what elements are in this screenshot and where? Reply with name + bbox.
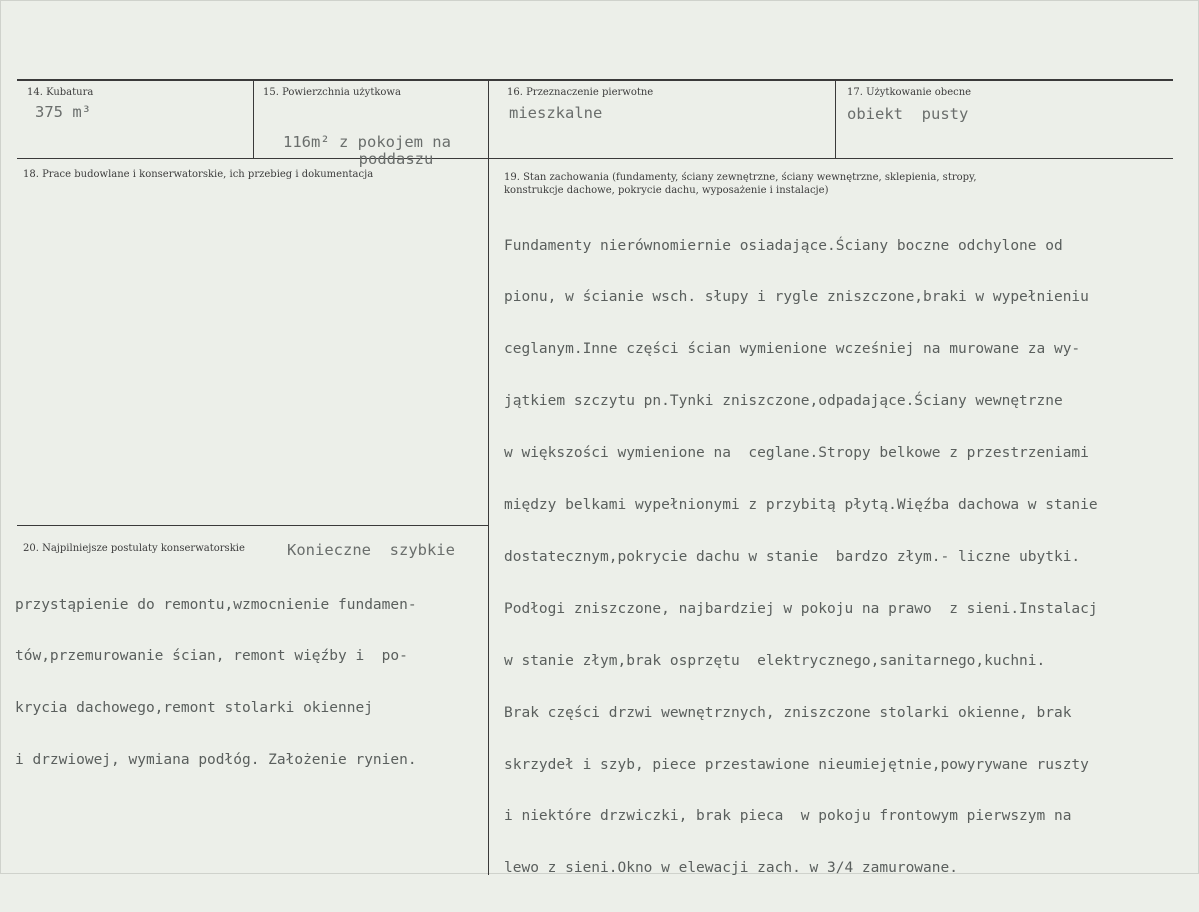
- field-20-line: i drzwiowej, wymiana podłóg. Założenie rynien.: [15, 752, 417, 769]
- section-20-rule: [17, 525, 488, 526]
- field-19-line: Fundamenty nierównomiernie osiadające.Ściany boczne odchylone od: [504, 237, 1063, 254]
- field-15-value-line: poddaszu: [358, 149, 434, 168]
- field-19-line: w większości wymienione na ceglane.Stropy belkowe z przestrzeniami: [504, 445, 1089, 462]
- mid-rule: [17, 158, 1173, 159]
- field-19-line: Brak części drzwi wewnętrznych, zniszczone stolarki okienne, brak: [504, 704, 1072, 721]
- field-19-line: dostatecznym,pokrycie dachu w stanie bardzo złym.- liczne ubytki.: [504, 548, 1081, 565]
- field-19-value: [504, 203, 1098, 912]
- field-19-label: [504, 171, 1184, 197]
- field-19-label-line: konstrukcje dachowe, pokrycie dachu, wyposażenie i instalacje): [504, 185, 829, 196]
- field-19-label-line: 19. Stan zachowania (fundamenty, ściany zewnętrzne, ściany wewnętrzne, sklepienia, stropy,: [504, 172, 977, 183]
- field-15-value: [283, 99, 451, 203]
- field-19-line: i niektóre drzwiczki, brak pieca w pokoju frontowym pierwszym na: [504, 808, 1072, 825]
- field-19-line: jątkiem szczytu pn.Tynki zniszczone,odpadające.Ściany wewnętrzne: [504, 393, 1063, 410]
- field-20-value: [15, 562, 417, 804]
- field-19-line: Podłogi zniszczone, najbardziej w pokoju na prawo z sieni.Instalacj: [504, 600, 1098, 617]
- field-15-value-line: 116m² z pokojem na: [283, 132, 451, 151]
- field-14-value: 375 m³: [35, 103, 91, 121]
- field-16-value: mieszkalne: [509, 104, 603, 122]
- field-20-line: tów,przemurowanie ścian, remont więźby i po-: [15, 648, 408, 665]
- field-20-first-line: Konieczne szybkie: [287, 541, 455, 559]
- top-rule: [17, 79, 1173, 81]
- field-20-line: krycia dachowego,remont stolarki okiennej: [15, 700, 373, 717]
- field-18-label: 18. Prace budowlane i konserwatorskie, ich przebieg i dokumentacja: [23, 169, 374, 180]
- field-19-line: skrzydeł i szyb, piece przestawione nieumiejętnie,powyrywane ruszty: [504, 756, 1089, 773]
- field-20-line: przystąpienie do remontu,wzmocnienie fundamen-: [15, 596, 417, 613]
- field-19-line: ceglanym.Inne części ścian wymienione wcześniej na murowane za wy-: [504, 341, 1081, 358]
- field-19-line: w stanie złym,brak osprzętu elektrycznego,sanitarnego,kuchni.: [504, 652, 1046, 669]
- divider-14-15: [253, 80, 254, 158]
- field-19-line: lewo z sieni.Okno w elewacji zach. w 3/4 zamurowane.: [504, 860, 958, 877]
- field-15-label: 15. Powierzchnia użytkowa: [263, 87, 401, 98]
- field-16-label: 16. Przeznaczenie pierwotne: [507, 87, 654, 98]
- divider-15-16: [488, 80, 489, 875]
- divider-16-17: [835, 80, 836, 158]
- field-17-value: obiekt pusty: [847, 105, 969, 123]
- field-20-label: 20. Najpilniejsze postulaty konserwatorskie: [23, 543, 245, 554]
- field-19-line: między belkami wypełnionymi z przybitą płytą.Więźba dachowa w stanie: [504, 497, 1098, 514]
- field-17-label: 17. Użytkowanie obecne: [847, 87, 972, 98]
- field-14-label: 14. Kubatura: [27, 87, 94, 98]
- field-19-line: pionu, w ścianie wsch. słupy i rygle zniszczone,braki w wypełnieniu: [504, 289, 1089, 306]
